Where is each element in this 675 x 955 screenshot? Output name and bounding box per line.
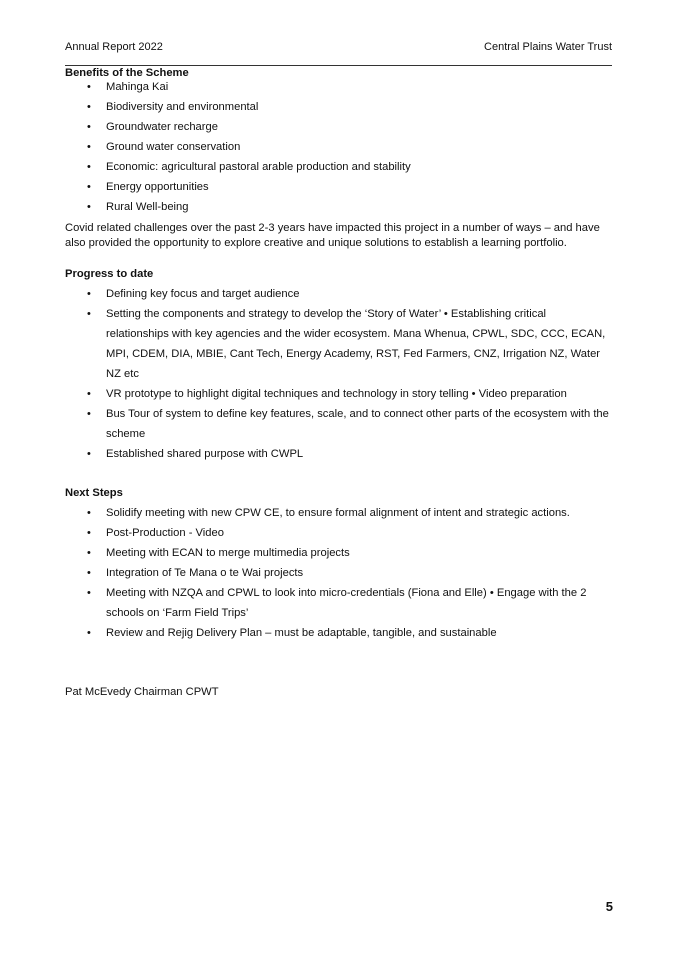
list-item: • Post-Production - Video [65,523,610,543]
organization-name: Central Plains Water Trust [484,41,612,53]
benefits-heading: Benefits of the Scheme [65,67,189,79]
page-header [65,40,612,66]
page-number: 5 [605,899,613,914]
list-item: • Integration of Te Mana o te Wai projects [65,563,610,583]
progress-heading: Progress to date [65,268,154,280]
list-item: • Energy opportunities [65,177,610,197]
list-item: • Meeting with NZQA and CPWL to look into micro-credentials (Fiona and Elle) • Engage with the 2 schools on ‘Farm Field Trips’ [65,583,610,623]
benefits-list [65,77,610,217]
next-steps-heading: Next Steps [65,487,123,499]
report-title: Annual Report 2022 [65,41,163,53]
list-item: • Review and Rejig Delivery Plan – must be adaptable, tangible, and sustainable [65,623,610,643]
list-item: • Bus Tour of system to define key features, scale, and to connect other parts of the ecosystem with the scheme [65,404,610,444]
list-item: • Solidify meeting with new CPW CE, to ensure formal alignment of intent and strategic actions. [65,503,610,523]
list-item: • Mahinga Kai [65,77,610,97]
list-item: • Established shared purpose with CWPL [65,444,610,464]
list-item: • Setting the components and strategy to develop the ‘Story of Water’ • Establishing critical relationships with key agencies and the wider ecosystem. Mana Whenua, CPWL, SDC, CCC, ECAN, MPI, CDEM, DIA, MBIE, Cant Tech, Energy Academy, RST, Fed Farmers, CNZ, Irrigation NZ, Water NZ etc [65,304,610,384]
progress-list [65,284,610,464]
next-steps-list [65,503,610,643]
list-item: • Rural Well-being [65,197,610,217]
list-item: • Meeting with ECAN to merge multimedia projects [65,543,610,563]
list-item: • Biodiversity and environmental [65,97,610,117]
list-item: • VR prototype to highlight digital techniques and technology in story telling • Video preparation [65,384,610,404]
list-item: • Economic: agricultural pastoral arable production and stability [65,157,610,177]
covid-paragraph: Covid related challenges over the past 2-3 years have impacted this project in a number of ways – and have also provided the opportunity to explore creative and unique solutions to establish a learning portfolio. [65,222,600,249]
list-item: • Groundwater recharge [65,117,610,137]
signature: Pat McEvedy Chairman CPWT [65,686,219,698]
list-item: • Ground water conservation [65,137,610,157]
list-item: • Defining key focus and target audience [65,284,610,304]
